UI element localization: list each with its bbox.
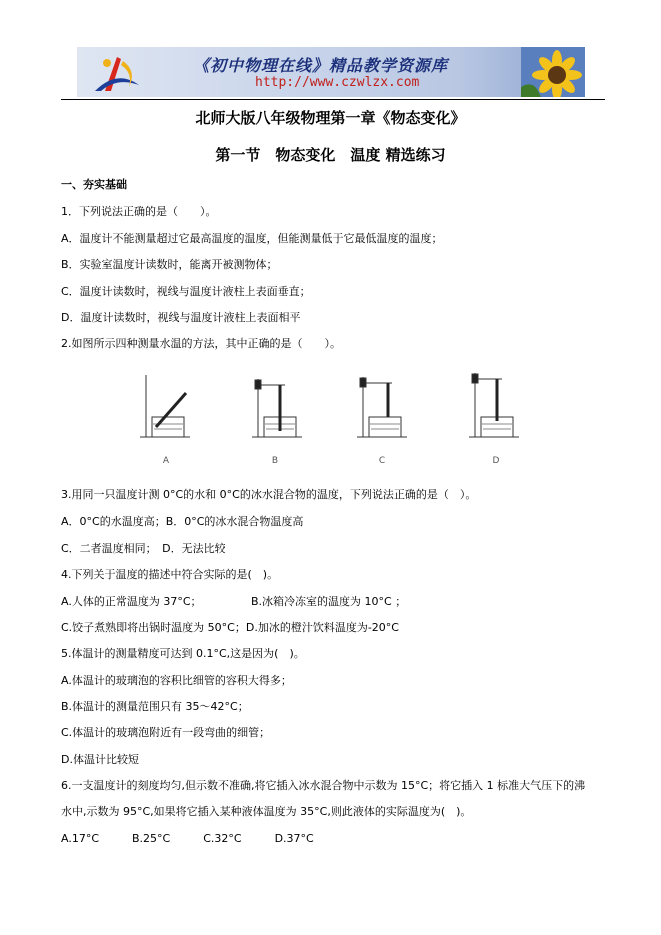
site-logo-icon bbox=[77, 47, 157, 97]
sunflower-icon bbox=[521, 47, 585, 97]
option-5c: C.体温计的玻璃泡附近有一段弯曲的细管； bbox=[61, 726, 271, 739]
options-4ab: A.人体的正常温度为 37°C； B.冰箱冷冻室的温度为 10°C ； bbox=[61, 595, 407, 608]
options-3ab: A．0°C的水温度高；B．0°C的冰水混合物温度高 bbox=[61, 515, 304, 528]
question-6-line-2: 水中,示数为 95°C,如果将它插入某种液体温度为 35°C,则此液体的实际温度为( )。 bbox=[61, 805, 472, 818]
figure-label-d: D bbox=[492, 456, 500, 466]
banner-title: 《初中物理在线》精品教学资源库 bbox=[193, 56, 449, 75]
header-divider bbox=[61, 99, 605, 100]
option-1b: B．实验室温度计读数时，能离开被测物体； bbox=[61, 258, 278, 271]
figure-label-b: B bbox=[271, 456, 279, 466]
options-3cd: C．二者温度相同； D．无法比较 bbox=[61, 542, 226, 555]
thermometer-figure bbox=[130, 365, 530, 473]
banner-url: http://www.czwlzx.com bbox=[255, 75, 420, 90]
header-banner bbox=[77, 47, 585, 97]
option-1a: A．温度计不能测量超过它最高温度的温度，但能测量低于它最低温度的温度； bbox=[61, 232, 443, 245]
option-1d: D．温度计读数时，视线与温度计液柱上表面相平 bbox=[61, 311, 301, 324]
question-3: 3.用同一只温度计测 0°C的水和 0°C的冰水混合物的温度，下列说法正确的是（ ）。 bbox=[61, 488, 477, 501]
options-6: A.17°C B.25°C C.32°C D.37°C bbox=[61, 832, 314, 845]
option-5a: A.体温计的玻璃泡的容积比细管的容积大得多； bbox=[61, 674, 292, 687]
question-5: 5.体温计的测量精度可达到 0.1°C,这是因为( )。 bbox=[61, 647, 305, 660]
question-4: 4.下列关于温度的描述中符合实际的是( )。 bbox=[61, 568, 279, 581]
question-1: 1．下列说法正确的是（ ）。 bbox=[61, 205, 217, 218]
figure-label-c: C bbox=[378, 456, 386, 466]
figure-b bbox=[252, 379, 302, 437]
option-5b: B.体温计的测量范围只有 35～42°C； bbox=[61, 700, 249, 713]
question-2: 2.如图所示四种测量水温的方法，其中正确的是（ ）。 bbox=[61, 337, 341, 350]
document-title: 北师大版八年级物理第一章《物态变化》 bbox=[195, 109, 466, 127]
question-6-line-1: 6.一支温度计的刻度均匀,但示数不准确,将它插入冰水混合物中示数为 15°C；将它插入 1 标准大气压下的沸 bbox=[61, 779, 586, 792]
section-heading: 一、夯实基础 bbox=[61, 178, 127, 191]
section-title: 第一节 物态变化 温度 精选练习 bbox=[215, 146, 446, 164]
figure-c bbox=[357, 377, 407, 437]
options-4cd: C.饺子煮熟即将出锅时温度为 50°C；D.加冰的橙汁饮料温度为-20°C bbox=[61, 621, 399, 634]
option-1c: C．温度计读数时，视线与温度计液柱上表面垂直； bbox=[61, 285, 311, 298]
figure-d bbox=[469, 373, 519, 437]
figure-label-a: A bbox=[162, 456, 170, 466]
figure-a bbox=[140, 375, 190, 437]
option-5d: D.体温计比较短 bbox=[61, 753, 139, 766]
